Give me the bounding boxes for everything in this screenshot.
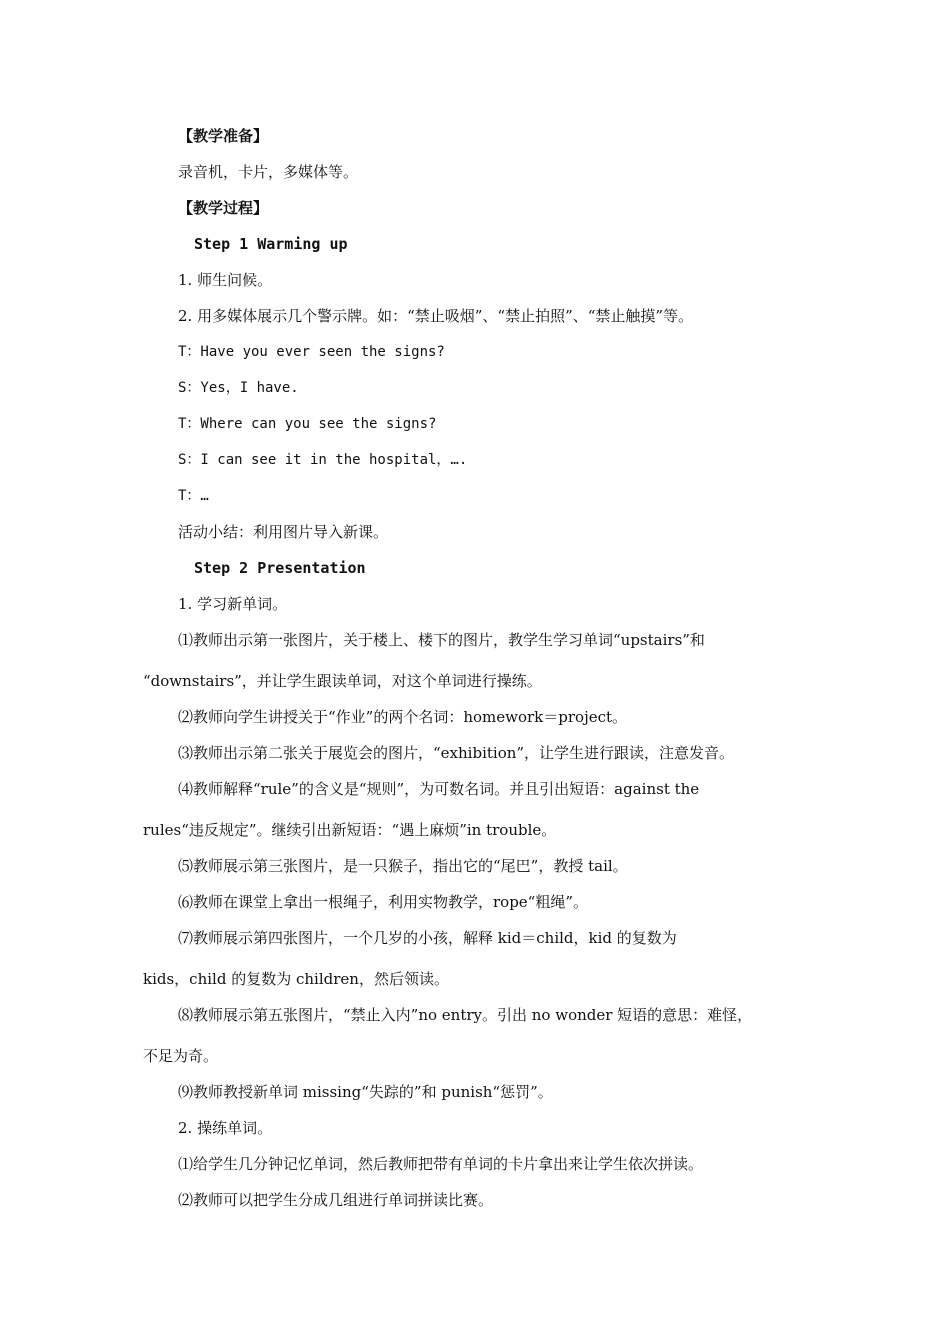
step1-title: Step 1 Warming up: [194, 235, 348, 253]
paragraph: ⑴给学生几分钟记忆单词，然后教师把带有单词的卡片拿出来让学生依次拼读。: [178, 1155, 704, 1173]
step1-item: 2. 用多媒体展示几个警示牌。如：“禁止吸烟”、“禁止拍照”、“禁止触摸”等。: [178, 307, 694, 325]
paragraph-continuation: rules“违反规定”。继续引出新短语：“遇上麻烦”in trouble。: [143, 821, 557, 839]
dialogue-line: T：…: [178, 488, 209, 504]
paragraph: ⑺教师展示第四张图片，一个几岁的小孩，解释 kid＝child，kid 的复数为: [178, 929, 677, 947]
prep-text: 录音机，卡片，多媒体等。: [178, 163, 359, 181]
paragraph: ⑼教师教授新单词 missing“失踪的”和 punish“惩罚”。: [178, 1083, 553, 1101]
dialogue-line: T：Where can you see the signs?: [178, 416, 437, 432]
activity-summary: 活动小结：利用图片导入新课。: [178, 523, 389, 541]
paragraph: ⑵教师可以把学生分成几组进行单词拼读比赛。: [178, 1191, 494, 1209]
paragraph: ⑵教师向学生讲授关于“作业”的两个名词：homework＝project。: [178, 708, 628, 726]
paragraph: ⑸教师展示第三张图片，是一只猴子，指出它的“尾巴”，教授 tail。: [178, 857, 628, 875]
prep-heading: 【教学准备】: [178, 127, 269, 145]
paragraph-continuation: “downstairs”，并让学生跟读单词，对这个单词进行操练。: [143, 672, 542, 690]
paragraph: ⑶教师出示第二张关于展览会的图片，“exhibition”，让学生进行跟读，注意发音。: [178, 744, 735, 762]
dialogue-line: S：Yes，I have.: [178, 380, 299, 396]
process-heading: 【教学过程】: [178, 199, 269, 217]
step2-item: 1. 学习新单词。: [178, 595, 288, 613]
paragraph-continuation: kids，child 的复数为 children，然后领读。: [143, 970, 449, 988]
step1-item: 1. 师生问候。: [178, 271, 273, 289]
dialogue-line: T：Have you ever seen the signs?: [178, 344, 445, 360]
step2-item: 2. 操练单词。: [178, 1119, 273, 1137]
paragraph: ⑻教师展示第五张图片，“禁止入内”no entry。引出 no wonder 短语的意思：难怪，: [178, 1006, 753, 1024]
paragraph-continuation: 不足为奇。: [143, 1047, 219, 1065]
paragraph: ⑹教师在课堂上拿出一根绳子，利用实物教学，rope“粗绳”。: [178, 893, 589, 911]
paragraph: ⑷教师解释“rule”的含义是“规则”，为可数名词。并且引出短语：against the: [178, 780, 700, 798]
dialogue-line: S：I can see it in the hospital，….: [178, 452, 468, 468]
step2-title: Step 2 Presentation: [194, 559, 366, 577]
paragraph: ⑴教师出示第一张图片，关于楼上、楼下的图片，教学生学习单词“upstairs”和: [178, 631, 705, 649]
